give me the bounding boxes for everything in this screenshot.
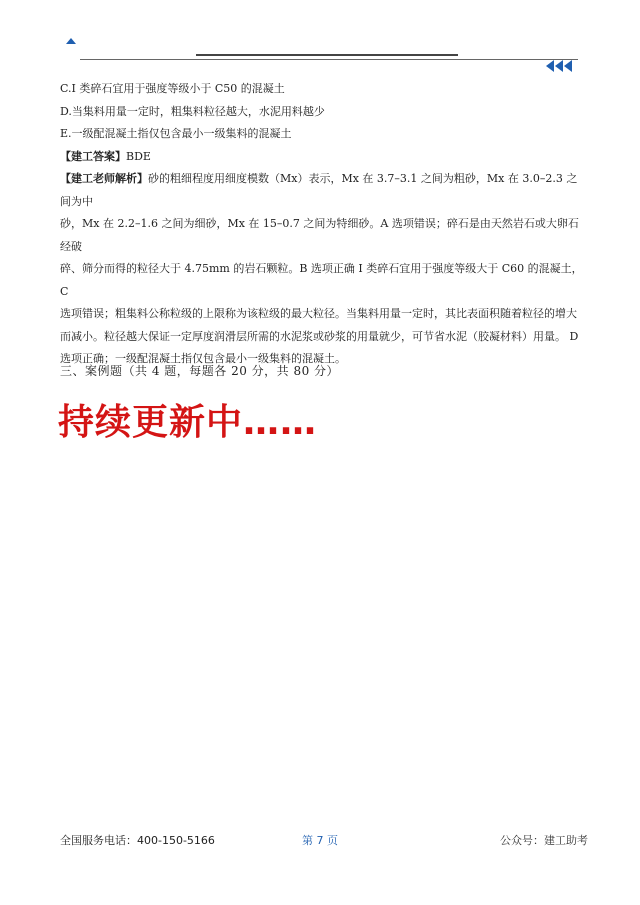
chevron-left-icon [546, 60, 554, 72]
analysis-line-5: 而减小。粒径越大保证一定厚度润滑层所需的水泥浆或砂浆的用量就少，可节省水泥（胶凝材料）用量。 D [60, 329, 579, 343]
question-content [60, 78, 588, 371]
chevron-left-icon [564, 60, 572, 72]
header-chevrons [546, 60, 572, 72]
analysis-line-4: 选项错误；粗集料公称粒级的上限称为该粒级的最大粒径。当集料用量一定时，其比表面积随着粒径的增大 [60, 307, 577, 320]
analysis-line-2: 砂，Mx 在 2.2–1.6 之间为细砂，Mx 在 15–0.7 之间为特细砂。A 选项错误；碎石是由天然岩石或大卵石经破 [60, 217, 579, 253]
header-rule-short [196, 54, 458, 56]
chevron-left-icon [555, 60, 563, 72]
header-triangle-icon [66, 38, 76, 44]
answer-value: BDE [126, 149, 151, 163]
answer-label: 【建工答案】 [60, 149, 126, 163]
footer-page-number: 第 7 页 [302, 834, 338, 847]
analysis-label: 【建工老师解析】 [60, 172, 148, 185]
option-e: E.一级配混凝土指仅包含最小一级集料的混凝土 [60, 127, 292, 140]
analysis-line-3: 碎、筛分而得的粒径大于 4.75mm 的岩石颗粒。B 选项正确 I 类碎石宜用于强度等级大于 C60 的混凝土， C [60, 262, 583, 298]
header-rule-long [80, 59, 578, 60]
option-c: C.I 类碎石宜用于强度等级小于 C50 的混凝土 [60, 82, 285, 95]
answer-line [60, 146, 588, 169]
section-title: 三、案例题（共 4 题，每题各 20 分，共 80 分） [60, 364, 340, 378]
page-footer [60, 832, 588, 852]
analysis-text: 砂的粗细程度用细度模数（Mx）表示，Mx 在 3.7–3.1 之间为粗砂，Mx 在 3.0–2.3 之间为中 [60, 172, 578, 208]
analysis-line-1 [60, 168, 588, 213]
analysis-line-6: 选项正确；一级配混凝土指仅包含最小一级集料的混凝土。 [60, 352, 346, 365]
updating-banner: 持续更新中…… [58, 402, 318, 443]
option-d: D.当集料用量一定时，粗集料粒径越大，水泥用料越少 [60, 104, 325, 118]
footer-phone: 全国服务电话：400-150-5166 [60, 834, 215, 847]
footer-wechat: 公众号：建工助考 [500, 834, 588, 847]
